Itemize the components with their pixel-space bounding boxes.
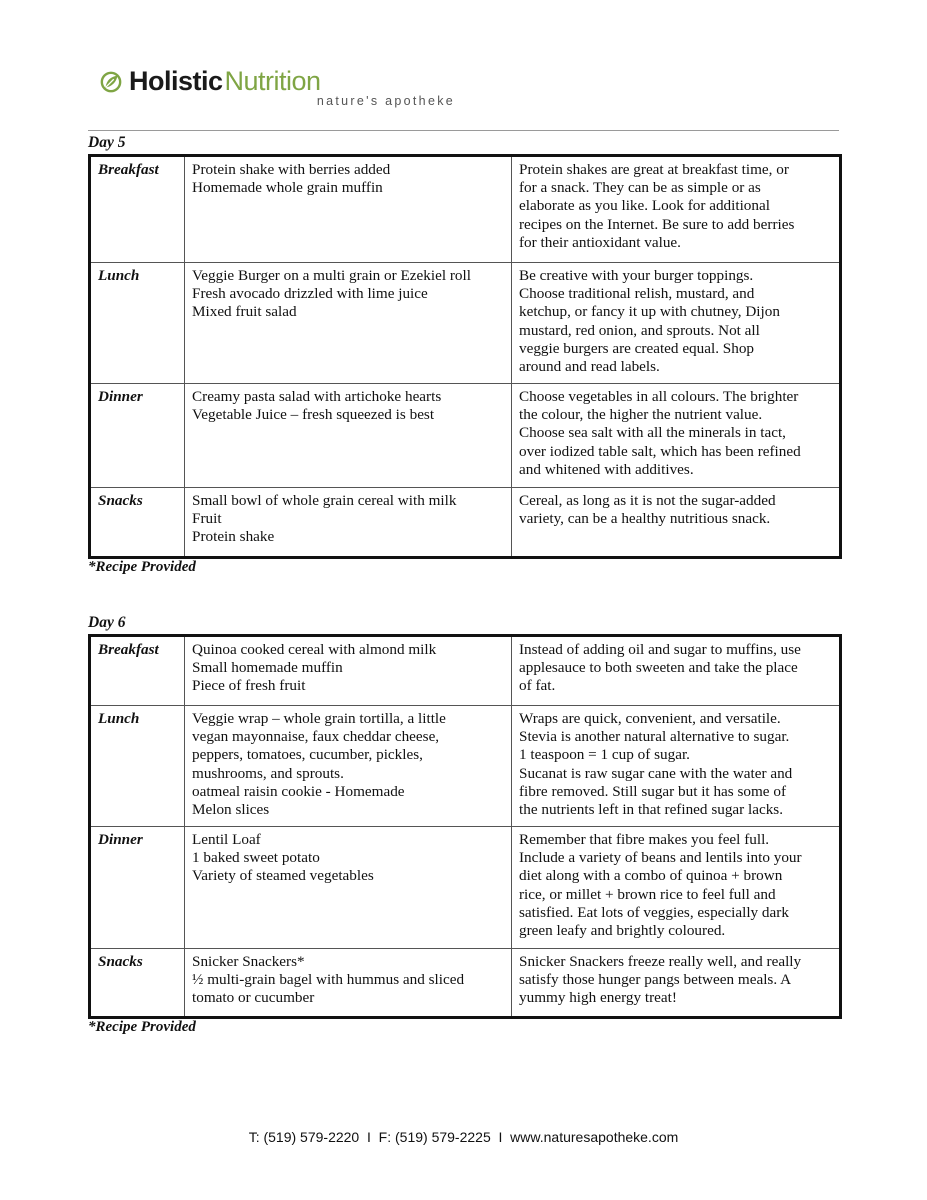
meal-name: Breakfast	[90, 156, 185, 263]
note-line: Choose vegetables in all colours. The brighter	[519, 388, 799, 405]
meal-item: ½ multi-grain bagel with hummus and sliced	[192, 971, 465, 989]
table-row	[90, 156, 841, 263]
meal-notes	[512, 706, 841, 827]
meal-item: Fruit	[192, 510, 222, 528]
meal-item: Homemade whole grain muffin	[192, 179, 383, 197]
meal-notes	[512, 156, 841, 263]
meal-name: Dinner	[90, 827, 185, 949]
meal-items	[185, 706, 512, 827]
note-line: veggie burgers are created equal. Shop	[519, 339, 755, 357]
note-line: Stevia is another natural alternative to sugar.	[519, 728, 790, 746]
note-line: satisfy those hunger pangs between meals. A	[519, 971, 792, 989]
note-line: the nutrients left in that refined sugar lacks.	[519, 801, 784, 819]
meal-item: 1 baked sweet potato	[192, 849, 320, 867]
note-line: Include a variety of beans and lentils into your	[519, 849, 802, 867]
meal-item: Melon slices	[192, 801, 270, 819]
meal-item: peppers, tomatoes, cucumber, pickles,	[192, 746, 423, 764]
note-line: the colour, the higher the nutrient value.	[519, 406, 763, 424]
table-row	[90, 949, 841, 1018]
table-row	[90, 263, 841, 384]
meal-name: Snacks	[90, 949, 185, 1018]
note-line: diet along with a combo of quinoa + brown	[519, 867, 783, 885]
brand-name-nutrition: Nutrition	[224, 66, 321, 96]
note-line: fibre removed. Still sugar but it has some of	[519, 782, 786, 800]
meal-item: Quinoa cooked cereal with almond milk	[192, 641, 437, 658]
meal-items	[185, 827, 512, 949]
meal-name: Snacks	[90, 488, 185, 558]
meal-item: Veggie wrap – whole grain tortilla, a little	[192, 710, 446, 727]
note-line: around and read labels.	[519, 358, 660, 376]
meal-items	[185, 384, 512, 488]
meal-items	[185, 949, 512, 1018]
day-6-label: Day 6	[88, 614, 126, 631]
note-line: rice, or millet + brown rice to feel full and	[519, 885, 776, 903]
note-line: Cereal, as long as it is not the sugar-added	[519, 492, 776, 509]
note-line: Wraps are quick, convenient, and versatile.	[519, 710, 781, 727]
note-line: for their antioxidant value.	[519, 233, 681, 251]
note-line: Remember that fibre makes you feel full.	[519, 831, 770, 848]
note-line: mustard, red onion, and sprouts. Not all	[519, 321, 760, 339]
brand-name-holistic: Holistic	[129, 66, 223, 96]
meal-notes	[512, 827, 841, 949]
note-line: for a snack. They can be as simple or as	[519, 179, 761, 197]
day-5-meal-table	[88, 154, 842, 559]
meal-item: Snicker Snackers*	[192, 953, 305, 970]
table-row	[90, 827, 841, 949]
meal-items	[185, 156, 512, 263]
meal-item: Small bowl of whole grain cereal with milk	[192, 492, 457, 509]
note-line: recipes on the Internet. Be sure to add berries	[519, 215, 795, 233]
meal-name: Lunch	[90, 706, 185, 827]
meal-item: oatmeal raisin cookie - Homemade	[192, 782, 405, 800]
note-line: applesauce to both sweeten and take the place	[519, 659, 798, 677]
table-row	[90, 488, 841, 558]
brand-tagline: nature's apotheke	[316, 94, 455, 108]
meal-item: Vegetable Juice – fresh squeezed is best	[192, 406, 435, 424]
recipe-footnote: *Recipe Provided	[88, 559, 196, 575]
meal-items	[185, 636, 512, 706]
note-line: satisfied. Eat lots of veggies, especially dark	[519, 903, 789, 921]
meal-notes	[512, 949, 841, 1018]
table-row	[90, 384, 841, 488]
meal-item: Small homemade muffin	[192, 659, 343, 677]
leaf-logo-icon	[100, 71, 122, 93]
meal-item: Creamy pasta salad with artichoke hearts	[192, 388, 442, 405]
note-line: green leafy and brightly coloured.	[519, 922, 726, 940]
brand-logo	[100, 66, 455, 108]
table-row	[90, 706, 841, 827]
note-line: Choose traditional relish, mustard, and	[519, 285, 755, 303]
meal-name: Breakfast	[90, 636, 185, 706]
meal-item: Variety of steamed vegetables	[192, 867, 374, 885]
note-line: variety, can be a healthy nutritious snack.	[519, 510, 771, 528]
meal-item: Protein shake	[192, 528, 275, 546]
meal-item: Veggie Burger on a multi grain or Ezekiel roll	[192, 267, 471, 284]
note-line: elaborate as you like. Look for additional	[519, 197, 770, 215]
note-line: Protein shakes are great at breakfast time, or	[519, 161, 789, 178]
recipe-footnote: *Recipe Provided	[88, 1019, 196, 1035]
note-line: ketchup, or fancy it up with chutney, Dijon	[519, 303, 780, 321]
day-5-label: Day 5	[88, 134, 126, 151]
note-line: 1 teaspoon = 1 cup of sugar.	[519, 746, 690, 764]
meal-name: Dinner	[90, 384, 185, 488]
meal-item: Protein shake with berries added	[192, 161, 391, 178]
meal-item: Fresh avocado drizzled with lime juice	[192, 285, 428, 303]
note-line: Instead of adding oil and sugar to muffins, use	[519, 641, 801, 658]
contact-footer: T: (519) 579-2220 I F: (519) 579-2225 I www.naturesapotheke.com	[248, 1129, 679, 1145]
meal-notes	[512, 263, 841, 384]
meal-item: Mixed fruit salad	[192, 303, 297, 321]
meal-item: vegan mayonnaise, faux cheddar cheese,	[192, 728, 440, 746]
meal-name: Lunch	[90, 263, 185, 384]
meal-notes	[512, 636, 841, 706]
meal-notes	[512, 488, 841, 558]
table-row	[90, 636, 841, 706]
meal-item: Piece of fresh fruit	[192, 677, 306, 695]
note-line: Be creative with your burger toppings.	[519, 267, 754, 284]
meal-items	[185, 263, 512, 384]
meal-notes	[512, 384, 841, 488]
meal-item: tomato or cucumber	[192, 989, 315, 1007]
note-line: over iodized table salt, which has been refined	[519, 442, 801, 460]
note-line: Sucanat is raw sugar cane with the water and	[519, 764, 793, 782]
meal-item: mushrooms, and sprouts.	[192, 764, 344, 782]
meal-item: Lentil Loaf	[192, 831, 261, 848]
meal-items	[185, 488, 512, 558]
note-line: yummy high energy treat!	[519, 989, 677, 1007]
day-6-meal-table	[88, 634, 842, 1019]
note-line: Choose sea salt with all the minerals in tact,	[519, 424, 786, 442]
note-line: Snicker Snackers freeze really well, and really	[519, 953, 802, 970]
note-line: of fat.	[519, 677, 556, 695]
note-line: and whitened with additives.	[519, 460, 694, 478]
header-divider	[88, 130, 839, 131]
